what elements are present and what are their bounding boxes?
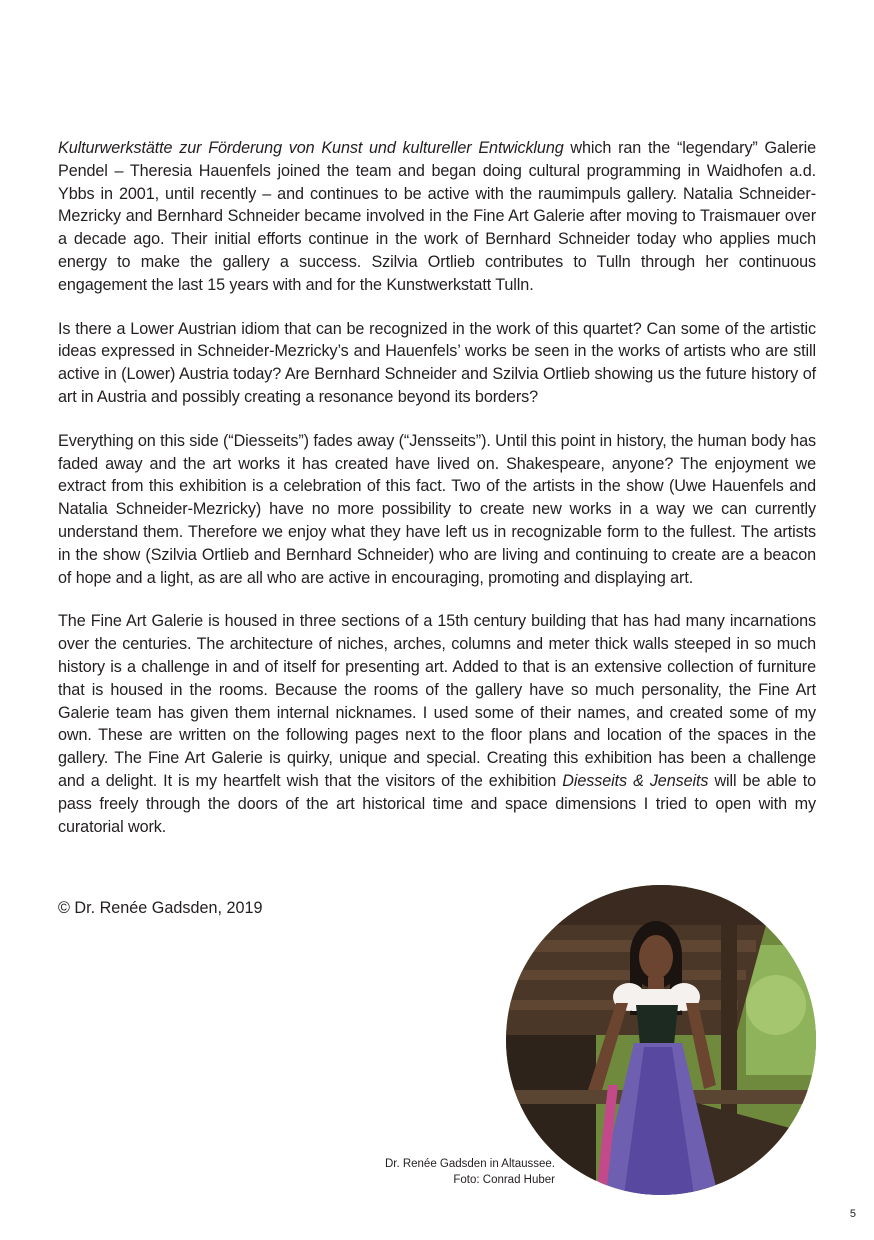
paragraph-1 (58, 137, 816, 297)
face (639, 935, 673, 979)
paragraph-4-text-after: will be able to pass freely through the doors of the art historical time and space dimensions I tried to open with my curatorial work. (58, 771, 817, 836)
paragraph-3 (58, 430, 816, 590)
paragraph-4 (58, 610, 816, 838)
copyright-author: © Dr. Renée Gadsden (58, 899, 218, 917)
photo-caption (300, 1157, 555, 1188)
tree-highlight (746, 975, 806, 1035)
article-body (58, 137, 816, 838)
page-number: 5 (849, 1208, 856, 1220)
institution-name: Kulturwerkstätte zur Förderung von Kunst und kultureller Entwicklung (58, 139, 564, 157)
paragraph-1-text: which ran the “legendary” Galerie Pendel – Theresia Hauenfels joined the team and began doing cultural programming in Waidhofen a.d. Ybbs in 2001, until recently – and continues to be active with the raumimpuls gallery. Natalia Schneider-Mezricky and Bernhard Schneider became involved in the Fine Art Galerie after moving to Traismauer over a decade ago. Their initial efforts continue in the work of Bernhard Schneider today who applies much energy to make the gallery a success. Szilvia Ortlieb contributes to Tulln through her continuous engagement the last 15 years with and for the Kunstwerkstatt Tulln. (58, 139, 816, 294)
portrait-illustration (506, 885, 816, 1195)
dirndl-bodice (636, 1005, 678, 1045)
roof-beam-top (506, 885, 816, 925)
caption-subject: Dr. Renée Gadsden in Altaussee. (384, 1158, 555, 1170)
roof-beam-2 (506, 970, 746, 980)
paragraph-2-text: Is there a Lower Austrian idiom that can be recognized in the work of this quartet? Can some of the artistic ideas expressed in Schneider-Mezricky’s and Hauenfels’ works be seen in the works of artists who are still active in (Lower) Austria today? Are Bernhard Schneider and Szilvia Ortlieb showing us the future history of art in Austria and possibly creating a resonance beyond its borders? (58, 319, 816, 406)
exhibition-title: Diesseits & Jenseits (562, 771, 709, 790)
paragraph-2 (58, 318, 816, 409)
copyright-line (58, 897, 263, 919)
caption-credit: Foto: Conrad Huber (453, 1173, 555, 1186)
paragraph-4-text-before: The Fine Art Galerie is housed in three sections of a 15th century building that has had many incarnations over the centuries. The architecture of niches, arches, columns and meter thick walls steeped in so much history is a challenge in and of itself for presenting art. Added to that is an extensive collection of furniture that is housed in the rooms. Because the rooms of the gallery have so much personality, the Fine Art Galerie team has given them internal nicknames. I used some of their names, and created some of my own. These are written on the following pages next to the floor plans and location of the spaces in the gallery. The Fine Art Galerie is quirky, unique and special. Creating this exhibition has been a challenge and a delight. It is my heartfelt wish that the visitors of the exhibition (58, 612, 816, 790)
portrait-photo (506, 885, 816, 1195)
paragraph-3-text: Everything on this side (“Diesseits”) fades away (“Jensseits”). Until this point in history, the human body has faded away and the art works it has created have lived on. Shakespeare, anyone? The enjoyment we extract from this exhibition is a celebration of this fact. Two of the artists in the show (Uwe Hauenfels and Natalia Schneider-Mezricky) have no more possibility to create new works in a way we can currently understand them. Therefore we enjoy what they have left us in recognizable form to the fullest. The artists in the show (Szilvia Ortlieb and Bernhard Schneider) who are living and continuing to create are a beacon of hope and a light, as are all who are active in encouraging, promoting and displaying art. (58, 431, 816, 587)
copyright-year: , 2019 (217, 899, 263, 917)
